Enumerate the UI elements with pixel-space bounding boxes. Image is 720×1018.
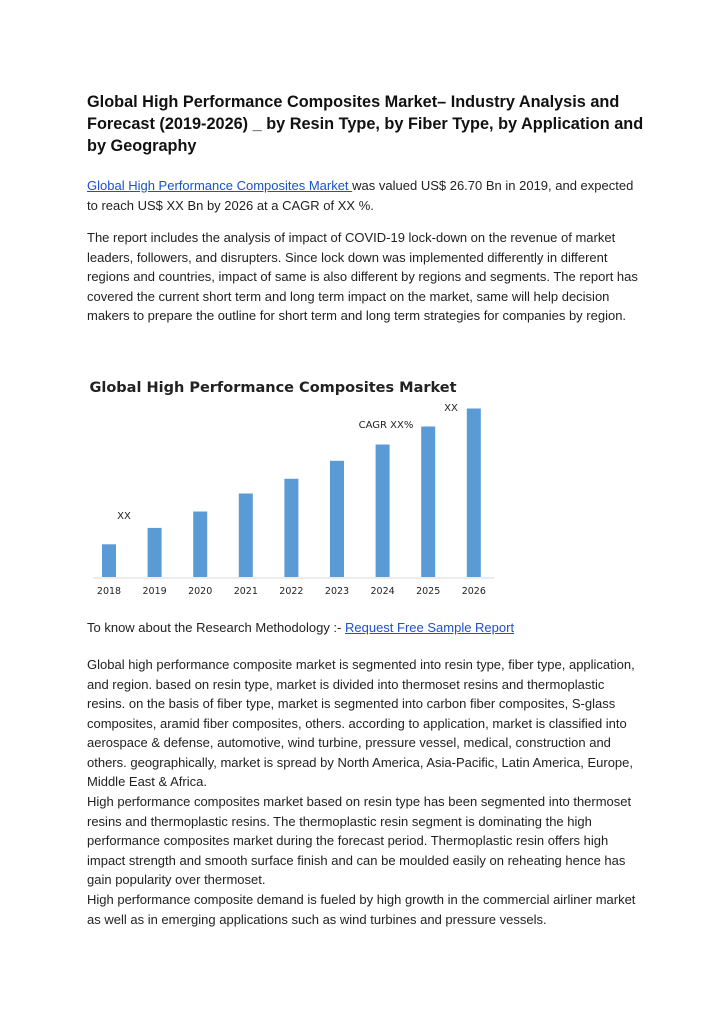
chart-title: Global High Performance Composites Market	[89, 380, 457, 396]
bar-2021	[239, 494, 253, 578]
methodology-line	[87, 618, 643, 638]
bar-2026	[467, 409, 481, 578]
covid-paragraph: The report includes the analysis of impact of COVID-19 lock-down on the revenue of market leaders, followers, and disrupters. Since lock down was implemented differently in different regions and countries, impact of same is also different by regions and segments. The report has covered the current short term and long term impact on the market, same will help decision makers to prepare the outline for short term and long term strategies for companies by region.	[87, 230, 638, 323]
bar-2022	[284, 479, 298, 577]
cagr-label: CAGR XX%	[358, 420, 414, 431]
bar-2024	[376, 445, 390, 578]
market-report-link[interactable]: Global High Performance Composites Market	[87, 178, 353, 193]
x-tick-label-2026: 2026	[461, 586, 486, 597]
bar-2018	[102, 544, 116, 577]
bars-group	[102, 409, 481, 578]
x-tick-label-2022: 2022	[279, 586, 304, 597]
x-tick-label-2019: 2019	[142, 586, 167, 597]
bar-2020	[193, 512, 207, 578]
bar-chart	[88, 370, 508, 600]
bar-2023	[330, 461, 344, 577]
methodology-prefix: To know about the Research Methodology :-	[87, 620, 345, 635]
start-value-label: XX	[117, 511, 131, 522]
segmentation-paragraph: Global high performance composite market is segmented into resin type, fiber type, application, and region. based on resin type, market is divided into thermoset resins and thermoplastic resins. on the basis of fiber type, market is segmented into carbon fiber composites, S-glass composites, aramid fiber composites, others. according to application, market is classified into aerospace & defense, automotive, wind turbine, pressure vessel, medical, construction and others. geographically, market is spread by North America, Asia-Pacific, Latin America, Europe, Middle East & Africa.	[87, 657, 635, 789]
bar-2019	[148, 528, 162, 577]
x-tick-label-2020: 2020	[188, 586, 213, 597]
resin-paragraph: High performance composites market based on resin type has been segmented into thermoset resins and thermoplastic resins. The thermoplastic resin segment is dominating the high performance composites market during the forecast period. Thermoplastic resin offers high impact strength and smooth surface finish and can be moulded easily on reheating hence has gain popularity over thermoset.	[87, 794, 632, 887]
market-chart	[88, 370, 508, 600]
page-title: Global High Performance Composites Market– Industry Analysis and Forecast (2019-2026) _ by Resin Type, by Fiber Type, by Application and by Geography	[87, 93, 644, 155]
x-tick-label-2024: 2024	[370, 586, 395, 597]
x-tick-labels	[97, 586, 486, 597]
intro-paragraph	[87, 176, 643, 215]
request-sample-link[interactable]: Request Free Sample Report	[344, 620, 515, 635]
x-tick-label-2023: 2023	[324, 586, 350, 597]
demand-paragraph: High performance composite demand is fueled by high growth in the commercial airliner market as well as in emerging applications such as wind turbines and pressure vessels.	[87, 892, 636, 927]
x-tick-label-2025: 2025	[416, 586, 441, 597]
x-tick-label-2021: 2021	[233, 586, 258, 597]
x-tick-label-2018: 2018	[96, 586, 122, 597]
end-value-label: XX	[444, 403, 458, 414]
intro-text: was valued US$ 26.70 Bn in 2019, and expected to reach US$ XX Bn by 2026 at a CAGR of XX %.	[87, 178, 634, 213]
bar-2025	[421, 427, 435, 578]
